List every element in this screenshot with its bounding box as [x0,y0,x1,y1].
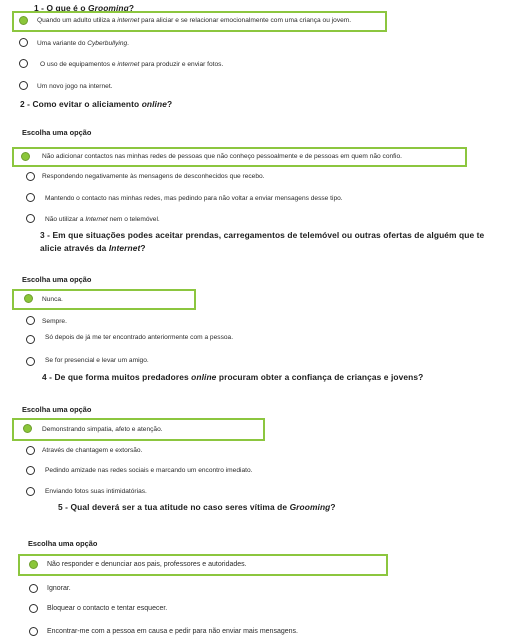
option-q2-2: Respondendo negativamente às mensagens de desconhecidos que recebo. [42,173,265,180]
choose-option-label: Escolha uma opção [28,539,98,548]
option-q2-3: Mantendo o contacto nas minhas redes, mas pedindo para não voltar a enviar mensagens desse tipo. [45,195,343,202]
option-q5-2: Ignorar. [47,585,71,592]
radio-q4-opt3[interactable] [26,466,35,475]
choose-option-label: Escolha uma opção [22,405,92,414]
question-1-title: 1 - O que é o Grooming? [34,3,135,13]
radio-q1-opt2[interactable] [19,38,28,47]
question-5-title: 5 - Qual deverá ser a tua atitude no caso seres vítima de Grooming? [58,502,336,512]
option-q2-4: Não utilizar a Internet nem o telemóvel. [45,216,160,223]
question-3-title: 3 - Em que situações podes aceitar prendas, carregamentos de telemóvel ou outras ofertas de alguém que te alicie através da Internet? [40,230,485,253]
choose-option-label: Escolha uma opção [22,275,92,284]
option-q4-2: Através de chantagem e extorsão. [42,447,143,454]
option-q5-3: Bloquear o contacto e tentar esquecer. [47,605,168,612]
option-q5-1: Não responder e denunciar aos pais, professores e autoridades. [47,561,247,568]
option-q1-4: Um novo jogo na internet. [37,83,113,90]
radio-q5-opt4[interactable] [29,627,38,636]
option-q2-1: Não adicionar contactos nas minhas redes de pessoas que não conheço pessoalmente e de pessoas em quem não confio. [42,153,402,160]
radio-q5-opt3[interactable] [29,604,38,613]
radio-q5-opt2[interactable] [29,584,38,593]
question-4-title: 4 - De que forma muitos predadores online procuram obter a confiança de crianças e jovens? [42,372,424,382]
radio-q4-opt2[interactable] [26,446,35,455]
radio-q5-opt1[interactable] [29,560,38,569]
radio-q4-opt4[interactable] [26,487,35,496]
option-q1-2: Uma variante do Cyberbullying. [37,40,130,47]
radio-q1-opt4[interactable] [19,81,28,90]
option-q1-3: O uso de equipamentos e internet para produzir e enviar fotos. [40,61,224,68]
option-q3-4: Se for presencial e levar um amigo. [45,357,149,364]
radio-q3-opt3[interactable] [26,335,35,344]
radio-q4-opt1[interactable] [23,424,32,433]
option-q1-1: Quando um adulto utiliza a internet para aliciar e se relacionar emocionalmente com uma criança ou jovem. [37,17,352,24]
radio-q3-opt1[interactable] [24,294,33,303]
radio-q2-opt3[interactable] [26,193,35,202]
question-2-title: 2 - Como evitar o aliciamento online? [20,99,173,109]
option-q3-3: Só depois de já me ter encontrado anteriormente com a pessoa. [45,334,234,341]
radio-q2-opt1[interactable] [21,152,30,161]
radio-q3-opt2[interactable] [26,316,35,325]
option-q4-4: Enviando fotos suas intimidatórias. [45,488,147,495]
option-q4-3: Pedindo amizade nas redes sociais e marcando um encontro imediato. [45,467,253,474]
option-q5-4: Encontrar-me com a pessoa em causa e pedir para não enviar mais mensagens. [47,628,298,635]
option-q4-1: Demonstrando simpatia, afeto e atenção. [42,426,163,433]
radio-q1-opt1[interactable] [19,16,28,25]
radio-q2-opt4[interactable] [26,214,35,223]
choose-option-label: Escolha uma opção [22,128,92,137]
radio-q1-opt3[interactable] [19,59,28,68]
option-q3-1: Nunca. [42,296,63,303]
option-q3-2: Sempre. [42,318,67,325]
radio-q2-opt2[interactable] [26,172,35,181]
radio-q3-opt4[interactable] [26,357,35,366]
answer-highlight [12,289,196,310]
